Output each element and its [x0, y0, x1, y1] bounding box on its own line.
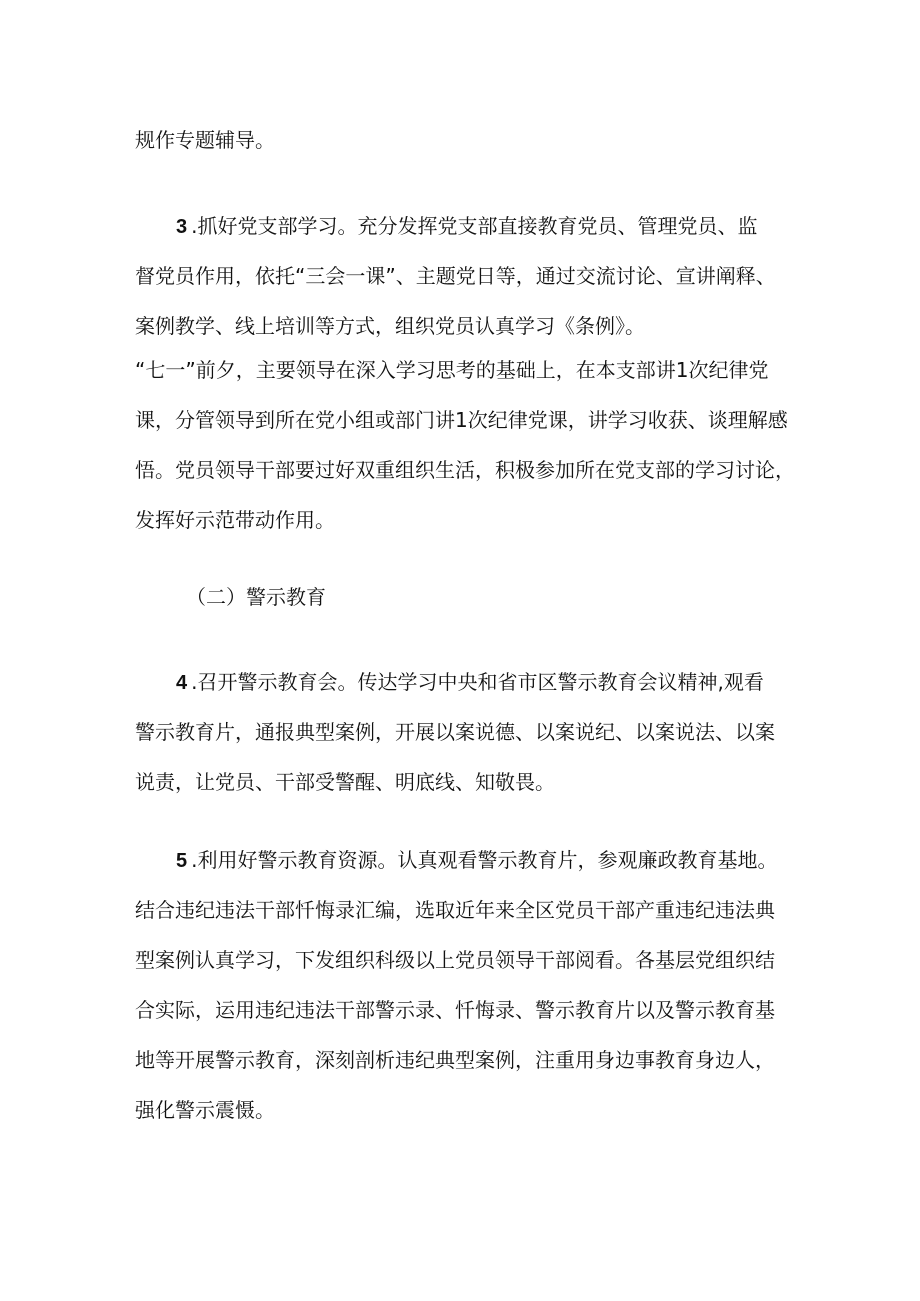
item-5-line-3: 型案例认真学习，下发组织科级以上党员领导干部阅看。各基层党组织结	[135, 948, 775, 972]
item-5-line-5: 地等开展警示教育，深刻剖析违纪典型案例，注重用身边事教育身边人，	[135, 1048, 775, 1072]
item-3-line-2: 督党员作用，依托“三会一课”、主题党日等，通过交流讨论、宣讲阐释、	[135, 264, 776, 288]
item-5-line-1-text: .利用好警示教育资源。认真观看警示教育片，参观廉政教育基地。	[191, 848, 778, 872]
item-3-number: 3	[176, 216, 188, 238]
intro-line-1: 规作专题辅导。	[135, 128, 275, 152]
item-3-line-3: 案例教学、线上培训等方式，组织党员认真学习《条例》。	[135, 314, 645, 338]
item-3-line-1-text: .抓好党支部学习。充分发挥党支部直接教育党员、管理党员、监	[191, 214, 758, 238]
item-5-line-2: 结合违纪违法干部忏悔录汇编，选取近年来全区党员干部产重违纪违法典	[135, 898, 775, 922]
item-5-line-1	[176, 846, 777, 875]
item-5-number: 5	[176, 850, 188, 872]
item-4-number: 4	[176, 672, 188, 694]
item-3-line-6: 悟。党员领导干部要过好双重组织生活，积极参加所在党支部的学习讨论，	[135, 458, 795, 482]
item-4-line-2: 警示教育片，通报典型案例，开展以案说德、以案说纪、以案说法、以案	[135, 720, 775, 744]
item-4-line-1	[176, 668, 764, 697]
item-3-line-5: 课，分管领导到所在党小组或部门讲1次纪律党课，讲学习收获、谈理解感	[135, 408, 788, 432]
item-3-line-1	[176, 212, 757, 241]
item-3-line-4: “七一”前夕，主要领导在深入学习思考的基础上，在本支部讲1次纪律党	[135, 358, 769, 382]
item-4-line-3: 说责，让党员、干部受警醒、明底线、知敬畏。	[135, 770, 555, 794]
item-4-line-1-text: .召开警示教育会。传达学习中央和省市区警示教育会议精神,观看	[191, 670, 764, 694]
item-5-line-4: 合实际，运用违纪违法干部警示录、忏悔录、警示教育片以及警示教育基	[135, 998, 775, 1022]
section-2-heading: （二）警示教育	[186, 585, 326, 609]
item-5-line-6: 强化警示震慑。	[135, 1098, 275, 1122]
item-3-line-7: 发挥好示范带动作用。	[135, 508, 335, 532]
